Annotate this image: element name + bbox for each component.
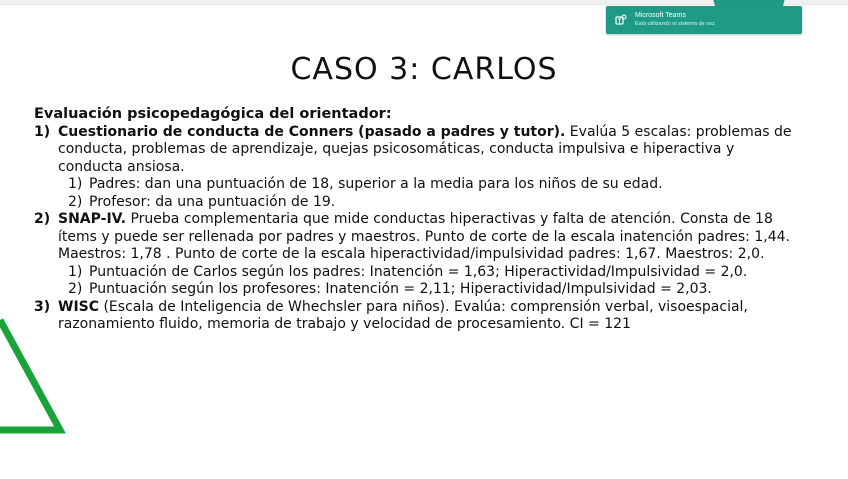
list-item-number: 1) (34, 123, 51, 140)
slide-content (34, 106, 794, 334)
sub-list-item (68, 194, 794, 212)
sub-list-item-text: Puntuación de Carlos según los padres: Inatención = 1,63; Hiperactividad/Impulsividad = 2,0. (89, 263, 748, 280)
list-item-number: 3) (34, 298, 51, 315)
sub-list-item-text: Profesor: da una puntuación de 19. (89, 193, 336, 210)
sub-list-item-text: Puntuación según los profesores: Inatención = 2,11; Hiperactividad/Impulsividad = 2,03. (89, 281, 712, 297)
teams-notification-banner[interactable] (606, 6, 802, 34)
list-item (34, 124, 794, 177)
list-item-text: (Escala de Inteligencia de Whechsler para niños). Evalúa: comprensión verbal, visoespacial, razonamiento fluido, memoria de trabajo y velocidad de procesamiento. CI = 121 (58, 298, 748, 332)
list-item-text: Evalúa 5 escalas: problemas de conducta, problemas de aprendizaje, quejas psicosomáticas, conducta impulsiva e hiperactiva y conducta ansiosa. (58, 123, 792, 175)
sub-list (68, 176, 794, 211)
sub-list-item-text: Padres: dan una puntuación de 18, superior a la media para los niños de su edad. (89, 176, 663, 192)
list-item-title: Cuestionario de conducta de Conners (pasado a padres y tutor). (58, 123, 566, 140)
sub-list-item-number: 1) (68, 176, 83, 192)
sub-list-item-number: 1) (68, 263, 83, 280)
slide-title: CASO 3: CARLOS (290, 52, 558, 87)
list-item-title: WISC (58, 298, 100, 315)
section-heading: Evaluación psicopedagógica del orientador: (34, 106, 392, 122)
teams-banner-subtitle: Está utilizando el sistema de voz (635, 21, 715, 27)
sub-list-item (68, 176, 794, 194)
list-item-number: 2) (34, 211, 51, 227)
sub-list-item (68, 281, 794, 299)
list-item (34, 299, 794, 334)
list-item-text: Prueba complementaria que mide conductas hiperactivas y falta de atención. Consta de 18 ítems y puede ser rellenada por padres y maestros. Punto de corte de la escala inatención padres: 1,44. Maestros: 1,78 . Punto de corte de la escala hiperactividad/impulsividad padres: 1,67. Maestros: 2,0. (58, 211, 790, 262)
sub-list-item-number: 2) (68, 281, 83, 297)
sub-list-item (68, 264, 794, 282)
list-item (34, 211, 794, 264)
teams-banner-title: Microsoft Teams (635, 12, 686, 19)
list-item-title: SNAP-IV. (58, 211, 127, 227)
sub-list (68, 264, 794, 299)
decorative-triangle (0, 304, 68, 438)
sub-list-item-number: 2) (68, 193, 83, 210)
teams-icon (614, 13, 628, 27)
